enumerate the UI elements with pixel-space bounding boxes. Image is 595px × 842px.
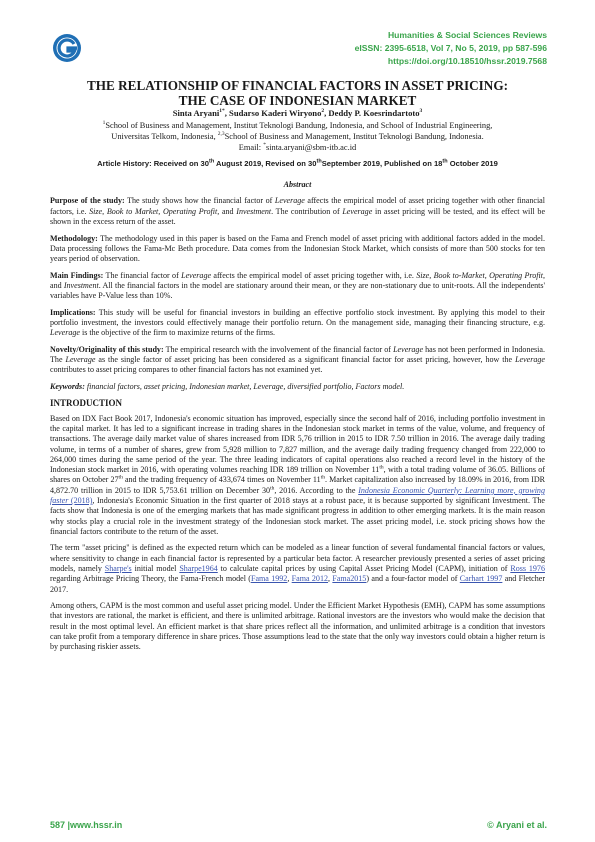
abstract-methodology: Methodology: The methodology used in this paper is based on the Fama and French model of asset pricing with additional factors added in the model. Data processing follows the Fama-Mc Beth procedure. Data comes from the Indonesian Stock Market, which consists of more than 500 stocks for ten years period of observation. xyxy=(50,233,545,264)
abstract-keywords: Keywords: financial factors, asset pricing, Indonesian market, Leverage, diversified portfolio, Factors model. xyxy=(50,381,405,391)
abstract-novelty: Novelty/Originality of this study: The empirical research with the involvement of the financial factor of Leverage has not been performed in Indonesia. The Leverage as the single factor of asset pricing has been considered as a significant financial factor for asset pricing, however, how the Leverage contributes to asset pricing compares to other financial factors has not examined yet. xyxy=(50,344,546,375)
author-2: Sudarso Kaderi Wiryono xyxy=(229,108,322,118)
citation-link-fama2015[interactable]: Fama2015 xyxy=(332,574,367,584)
journal-header xyxy=(355,29,547,68)
footer-page-site[interactable]: 587 |www.hssr.in xyxy=(50,820,123,830)
page-footer xyxy=(50,820,547,830)
citation-link-fama2012[interactable]: Fama 2012 xyxy=(291,574,328,584)
abstract-purpose: Purpose of the study: The study shows how the financial factor of Leverage affects the empirical model of asset pricing together with other financial factors, i.e. Size, Book to Market, Operating Profit, and Investment. The contribution of Leverage in asset pricing will be tested, and its effect will be shown in the excess return of the asset. xyxy=(50,196,546,227)
article-history: Article History: Received on 30th August 2019, Revised on 30thSeptember 2019, Published on 18th October 2019 xyxy=(97,158,498,168)
citation-link-carhart1997[interactable]: Carhart 1997 xyxy=(459,574,503,584)
author-3: Deddy P. Koesrindartoto xyxy=(328,108,420,118)
affiliations xyxy=(48,120,547,153)
title-line-1: THE RELATIONSHIP OF FINANCIAL FACTORS IN ASSET PRICING: xyxy=(87,78,508,93)
paper-body xyxy=(50,180,545,659)
citation-link-indonesia-economic-quarterly[interactable]: Indonesia Economic Quarterly: Learning more, growing faster (2018) xyxy=(50,485,545,506)
author-email: Email: *sinta.aryani@sbm-itb.ac.id xyxy=(238,142,357,152)
citation-link-sharpe1964[interactable]: Sharpe1964 xyxy=(179,564,218,573)
footer-copyright: © Aryani et al. xyxy=(487,820,547,830)
abstract-findings: Main Findings: The financial factor of Leverage affects the empirical model of asset pricing together with, i.e. Size, Book to-Market, Operating Profit, and Investment. All the financial factors in the model are stationary around their mean, or they are non-stationary due to unit-roots. All the independents' variables have P-Value less than 10%. xyxy=(50,270,545,301)
affiliation-line-2: Universitas Telkom, Indonesia, $^{2,3}$School of Business and Management, Institut Teknologi Bandung, Indonesia. xyxy=(111,131,484,141)
citation-link-ross1976[interactable]: Ross 1976 xyxy=(510,564,545,573)
paper-title xyxy=(50,78,545,108)
abstract-implications: Implications: This study will be useful for financial investors in building an effective portfolio stock investment. By applying this model to their portfolio investment, the investors could effectively manage their portfolio return. On the management side, managing their financing structure, e.g. Leverage is the objective of the firm to maximize returns of the firms. xyxy=(50,307,545,338)
abstract-heading: Abstract xyxy=(283,180,312,189)
introduction-paragraph-3: Among others, CAPM is the most common and useful asset pricing model. Under the Efficient Market Hypothesis (EMH), CAPM has some assumptions that investors are rational, the market is efficient, and there is unlimited arbitrage. Rational investors are the investors who would make the decision that result in the most optimal level. An efficient market is that share prices reflect all the information, and unlimited arbitrage is a condition that investors can take profit from a temporary difference in share prices. Those assumptions lead to the state that the only way investors could obtain a higher return is by purchasing riskier assets. xyxy=(50,601,545,652)
introduction-paragraph-2: The term "asset pricing" is defined as the expected return which can be modeled as a linear function of several fundamental financial factors or values, where sensitivity to change in each financial factor is represented by a particular beta factor. A researcher previously presented a series of asset pricing models, namely Sharpe's initial model Sharpe1964 to calculate capital prices by using Capital Asset Pricing Model (CAPM), initiation of Ross 1976 regarding Arbitrage Pricing Theory, the Fama-French model (Fama 1992, Fama 2012, Fama2015) and a four-factor model of Carhart 1997 and Fletcher 2017. xyxy=(50,543,546,594)
journal-doi[interactable]: https://doi.org/10.18510/hssr.2019.7568 xyxy=(387,56,547,66)
introduction-heading: INTRODUCTION xyxy=(50,398,123,409)
introduction-paragraph-1: Based on IDX Fact Book 2017, Indonesia's economic situation has improved, especially since the second half of 2016, including portfolio investment in the capital market. It has led to a significant increase in trading shares in the Indonesian stock market in terms of the value, volume, and frequency of transactions. The average daily market value of shares increased from IDR 5,76 trillion in 2015 to IDR 7.50 trillion in 2016. The average daily trading volume, in terms of a number of shares, grew from 5,928 million to 7,827 million, and the average daily trading frequency changed from 222,000 to 264,000 times during the same period of the year. The three leading indicators of capital operations also reached a record level in the history of the Indonesian stock market in 2016, with operating volumes reaching IDR 189 trillion on November 11th, with a total trading volume of 36.05. Billions of shares on October 27th and the trading frequency of 433,674 times on November 11th. Market capitalization also increased by 18.09% in 2016, from IDR 4,872.70 trillion in 2015 to IDR 5,753.61 trillion on December 30th, 2016. According to the Indonesia Economic Quarterly: Learning more, growing faster (2018), Indonesia's Economic Situation in the first quarter of 2018 stays at a robust pace, it is because supported by significant Investment. The facts show that Indonesia is one of the emerging markets that has made significant progress in addition to other emerging markets. It is the main reason why stocks play a crucial role in the investment strategy of the Indonesian stock market. The asset pricing model, i.e. stock pricing shows how the financial factors contribute to the return of the asset. xyxy=(50,413,546,536)
citation-link-fama1992[interactable]: Fama 1992 xyxy=(250,574,288,584)
author-list: Sinta Aryani$^{1*}$, Sudarso Kaderi Wiryono$^2$, Deddy P. Koesrindartoto$^3$ xyxy=(172,108,423,118)
citation-link-sharpes[interactable]: Sharpe's xyxy=(104,564,132,573)
affiliation-line-1: $^1$School of Business and Management, Institut Teknologi Bandung, Indonesia, and School of Industrial Engineering, xyxy=(102,120,493,130)
author-1: Sinta Aryani xyxy=(172,108,220,118)
journal-issn: eISSN: 2395-6518, Vol 7, No 5, 2019, pp 587-596 xyxy=(354,43,547,53)
hssr-logo-icon xyxy=(52,33,82,63)
journal-name: Humanities & Social Sciences Reviews xyxy=(387,30,547,40)
title-line-2: THE CASE OF INDONESIAN MARKET xyxy=(178,93,417,108)
